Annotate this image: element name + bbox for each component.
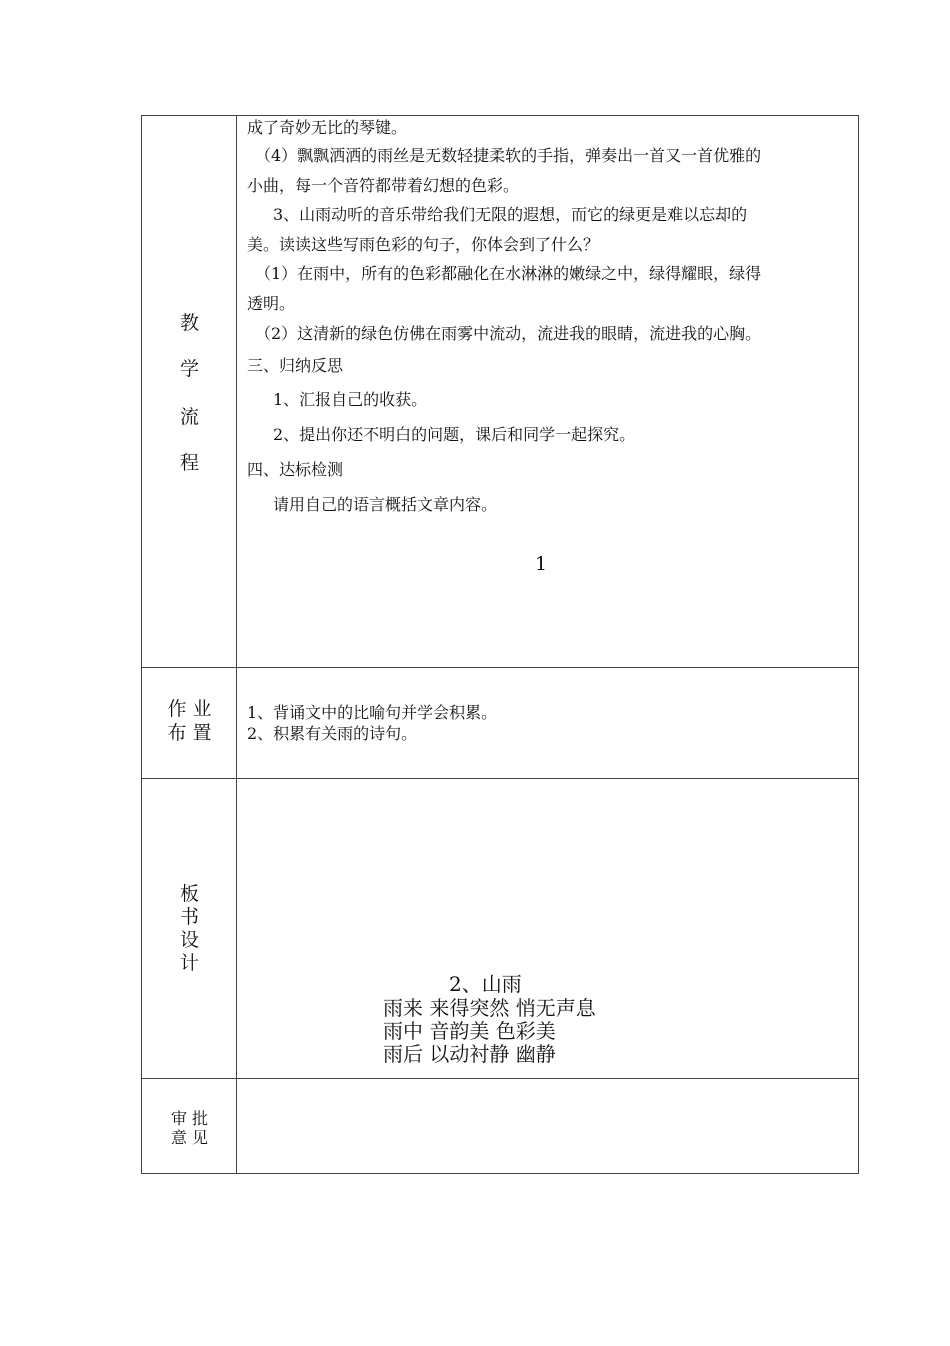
section-heading: 三、归纳反思 [247, 356, 344, 375]
review-content-cell[interactable] [237, 1079, 858, 1173]
process-line: （2）这清新的绿色仿佛在雨雾中流动，流进我的眼睛，流进我的心胸。 [255, 324, 762, 343]
process-line: 3、山雨动听的音乐带给我们无限的遐想，而它的绿更是难以忘却的 [273, 205, 748, 224]
board-label-char: 板 [179, 883, 199, 905]
process-label-char: 教 [179, 312, 199, 334]
board-row [142, 779, 858, 1079]
review-label: 审 批 [170, 1109, 209, 1128]
board-line: 雨后 以动衬静 幽静 [383, 1042, 556, 1066]
process-line: 美。读读这些写雨色彩的句子，你体会到了什么？ [247, 235, 600, 254]
board-content-cell [237, 779, 858, 1078]
board-label-char: 计 [179, 952, 199, 974]
process-label-char: 程 [179, 452, 199, 474]
homework-content-cell [237, 668, 858, 778]
process-line: （4）飘飘洒洒的雨丝是无数轻捷柔软的手指，弹奏出一首又一首优雅的 [255, 146, 762, 165]
homework-label-cell [142, 668, 237, 778]
board-label-cell [142, 779, 237, 1078]
process-line: （1）在雨中，所有的色彩都融化在水淋淋的嫩绿之中，绿得耀眼，绿得 [255, 264, 762, 283]
process-line: 透明。 [247, 294, 296, 313]
lesson-plan-table [141, 115, 859, 1174]
process-label-cell [142, 116, 237, 667]
homework-label: 作 业 [167, 698, 212, 720]
process-line: 请用自己的语言概括文章内容。 [273, 495, 498, 514]
board-line: 雨来 来得突然 悄无声息 [383, 996, 596, 1020]
page-number: 1 [535, 553, 548, 575]
process-label-char: 流 [179, 406, 199, 428]
board-label-char: 设 [179, 929, 199, 951]
process-line: 2、提出你还不明白的问题，课后和同学一起探究。 [273, 425, 636, 444]
process-row [142, 116, 858, 668]
homework-label: 布 置 [167, 722, 212, 744]
board-title: 2、山雨 [449, 972, 522, 996]
board-line: 雨中 音韵美 色彩美 [383, 1019, 556, 1043]
process-content-cell [237, 116, 858, 667]
process-line: 1、汇报自己的收获。 [273, 390, 428, 409]
homework-item: 2、积累有关雨的诗句。 [247, 724, 418, 743]
homework-row [142, 668, 858, 779]
process-label-char: 学 [179, 358, 199, 380]
board-label-char: 书 [179, 906, 199, 928]
homework-item: 1、背诵文中的比喻句并学会积累。 [247, 703, 498, 722]
section-heading: 四、达标检测 [247, 460, 344, 479]
process-line: 成了奇妙无比的琴键。 [247, 118, 408, 137]
review-row [142, 1079, 858, 1173]
review-label: 意 见 [170, 1128, 209, 1147]
review-label-cell [142, 1079, 237, 1173]
process-line: 小曲，每一个音符都带着幻想的色彩。 [247, 176, 520, 195]
